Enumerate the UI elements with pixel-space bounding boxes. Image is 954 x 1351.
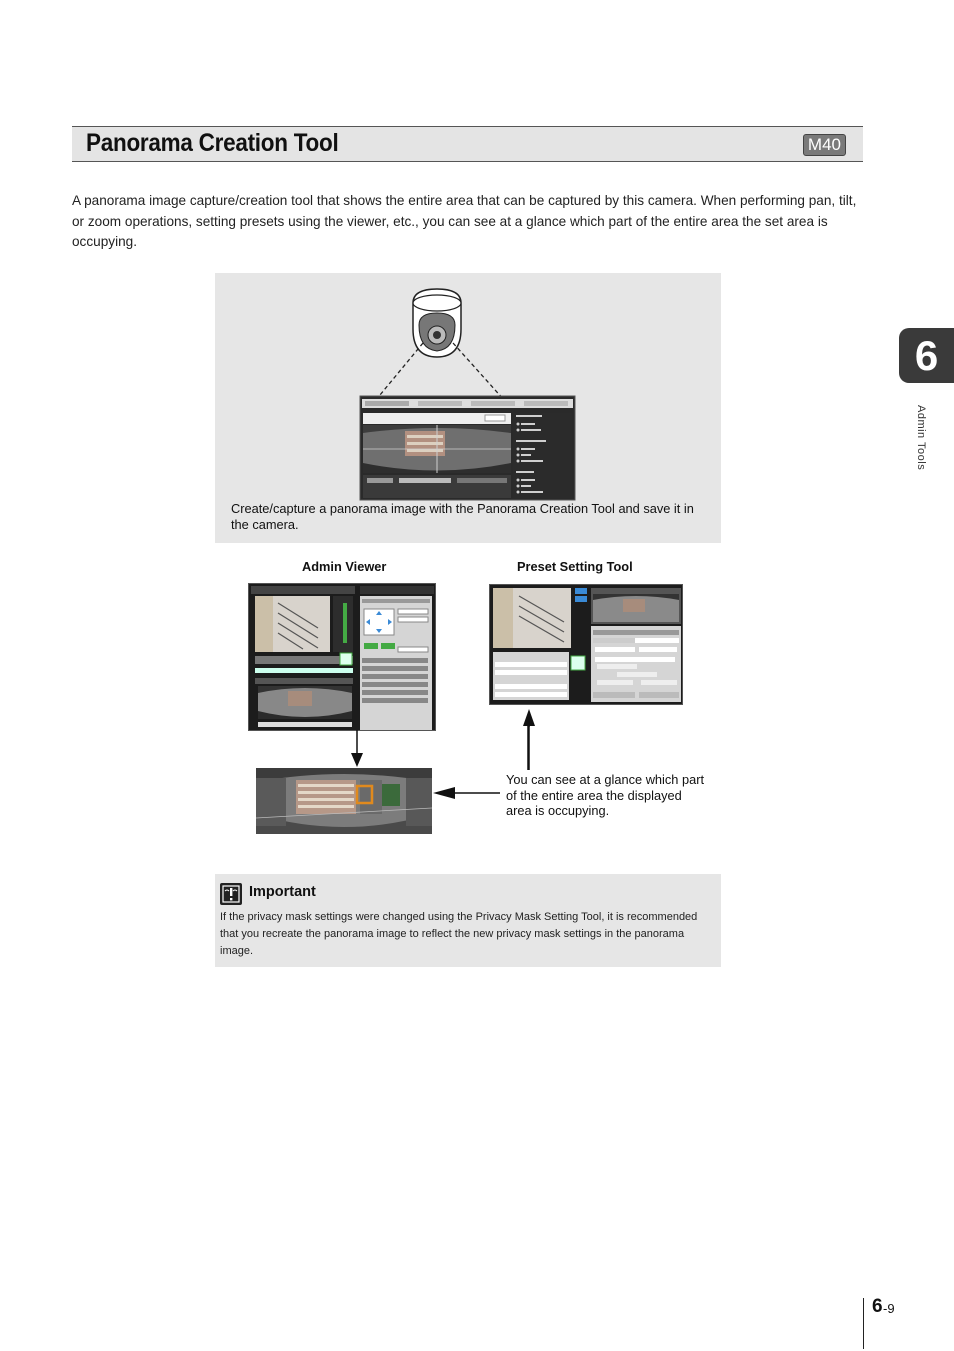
up-arrow-shaft <box>527 722 531 770</box>
camera-illustration <box>215 273 721 503</box>
page-number-chapter: 6 <box>872 1296 883 1317</box>
important-text: If the privacy mask settings were changed using the Privacy Mask Setting Tool, it is recommended that you recreate the panorama image to reflect the new privacy mask settings in the panorama image. <box>220 911 698 957</box>
intro-paragraph: A panorama image capture/creation tool that shows the entire area that can be captured by this camera. When performing pan, tilt, or zoom operations, setting presets using the viewer, etc., you can see at a glance which part of the entire area the set area is occupying. <box>72 193 857 250</box>
glance-note: You can see at a glance which part of the entire area the displayed area is occupying. <box>506 772 705 818</box>
important-icon <box>220 883 242 905</box>
important-title: Important <box>249 884 316 900</box>
page-number-rule <box>863 1298 864 1349</box>
panorama-panel <box>215 273 721 543</box>
chapter-number: 6 <box>914 332 939 379</box>
panorama-result-image <box>256 768 432 834</box>
section-header <box>72 126 863 162</box>
page-number-sub: -9 <box>883 1301 895 1316</box>
preset-setting-label: Preset Setting Tool <box>517 559 633 574</box>
model-badge: M40 <box>803 134 846 156</box>
camera-icon <box>413 289 461 357</box>
panorama-tool-screenshot <box>360 396 575 500</box>
page-title: Panorama Creation Tool <box>86 129 339 157</box>
chapter-tab <box>899 328 954 383</box>
chapter-side-label: Admin Tools <box>915 405 927 471</box>
preset-setting-screenshot <box>489 584 685 707</box>
admin-viewer-screenshot <box>248 583 438 733</box>
panorama-panel-caption: Create/capture a panorama image with the Panorama Creation Tool and save it in the camera. <box>231 501 694 532</box>
important-box <box>215 874 721 967</box>
admin-viewer-label: Admin Viewer <box>302 559 387 574</box>
